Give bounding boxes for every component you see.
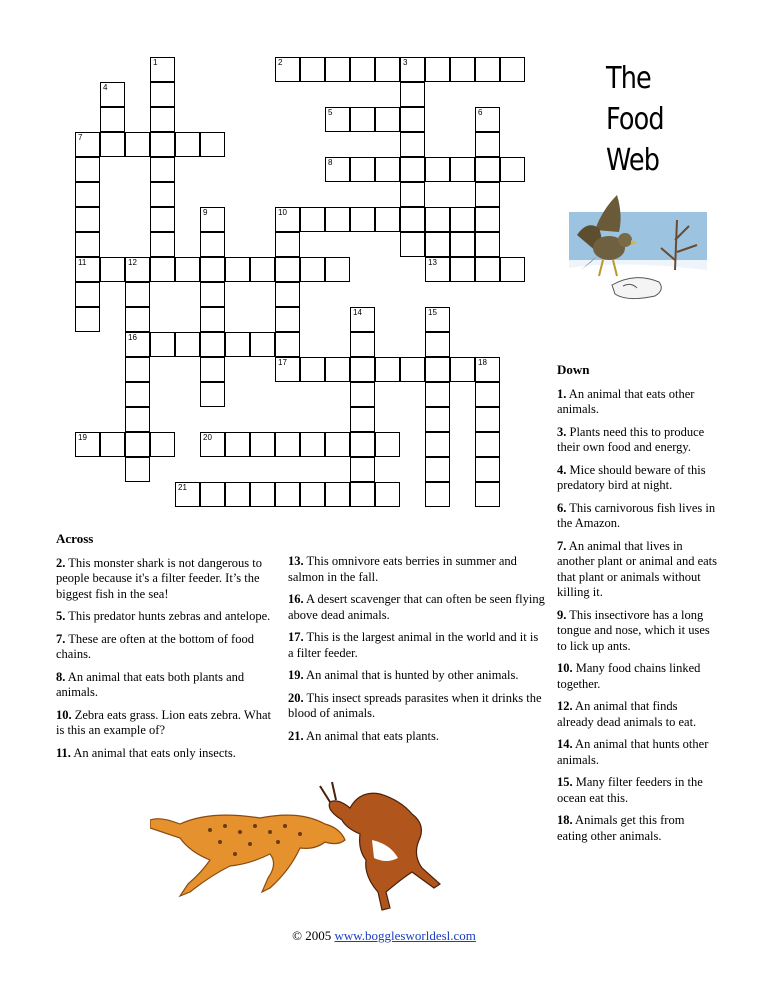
crossword-cell[interactable]: [75, 257, 100, 282]
crossword-cell[interactable]: [425, 382, 450, 407]
clue-number-label: 4.: [557, 462, 567, 477]
website-link[interactable]: www.bogglesworldesl.com: [334, 928, 476, 943]
crossword-cell[interactable]: [450, 257, 475, 282]
clue-item: [557, 775, 717, 806]
crossword-cell[interactable]: [350, 332, 375, 357]
crossword-cell[interactable]: [425, 307, 450, 332]
crossword-cell[interactable]: [425, 482, 450, 507]
crossword-cell[interactable]: [75, 307, 100, 332]
crossword-cell[interactable]: [400, 207, 425, 232]
crossword-cell[interactable]: [225, 482, 250, 507]
clue-item: [557, 501, 717, 532]
clue-number-label: 16.: [288, 592, 304, 606]
crossword-cell[interactable]: [425, 432, 450, 457]
crossword-cell[interactable]: [250, 332, 275, 357]
crossword-cell[interactable]: [200, 357, 225, 382]
clue-text: These are often at the bottom of food chains.: [56, 631, 254, 661]
crossword-cell[interactable]: [275, 257, 300, 282]
footer: [0, 928, 768, 944]
clue-number-label: 13.: [288, 554, 304, 568]
title-line-3: Web: [606, 143, 660, 178]
page-title: [606, 58, 686, 181]
crossword-cell[interactable]: [325, 157, 350, 182]
clue-item: [56, 632, 278, 663]
clue-number: 6: [478, 108, 483, 117]
clue-item: [557, 737, 717, 768]
clue-number-label: 19.: [288, 668, 304, 682]
clue-item: [288, 592, 545, 623]
crossword-cell[interactable]: [350, 307, 375, 332]
crossword-cell[interactable]: [200, 257, 225, 282]
clue-number-label: 12.: [557, 699, 573, 713]
clue-item: [56, 670, 278, 701]
clue-text: An animal that eats plants.: [303, 728, 440, 743]
crossword-cell[interactable]: [150, 182, 175, 207]
crossword-cell[interactable]: [425, 207, 450, 232]
crossword-cell[interactable]: [350, 382, 375, 407]
crossword-cell[interactable]: [250, 482, 275, 507]
crossword-cell[interactable]: [500, 157, 525, 182]
crossword-cell[interactable]: [250, 432, 275, 457]
crossword-cell[interactable]: [225, 257, 250, 282]
crossword-cell[interactable]: [500, 57, 525, 82]
clue-text: This insect spreads parasites when it drinks the blood of animals.: [288, 690, 542, 720]
crossword-cell[interactable]: [175, 332, 200, 357]
crossword-cell[interactable]: [225, 432, 250, 457]
clue-number-label: 9.: [557, 607, 567, 622]
crossword-cell[interactable]: [300, 207, 325, 232]
clue-number-label: 6.: [557, 500, 567, 515]
crossword-cell[interactable]: [450, 207, 475, 232]
crossword-cell[interactable]: [225, 332, 250, 357]
crossword-cell[interactable]: [400, 132, 425, 157]
crossword-cell[interactable]: [125, 132, 150, 157]
clue-number: 2: [278, 58, 283, 67]
clue-number: 18: [478, 358, 487, 367]
crossword-cell[interactable]: [325, 107, 350, 132]
clue-text: An animal that lives in another plant or animal and eats that plant or animals without killing it.: [557, 538, 718, 599]
crossword-cell[interactable]: [400, 182, 425, 207]
clue-item: [288, 668, 545, 684]
crossword-cell[interactable]: [400, 57, 425, 82]
crossword-cell[interactable]: [350, 357, 375, 382]
clue-text: An animal that finds already dead animals to eat.: [557, 699, 697, 729]
crossword-cell[interactable]: [200, 232, 225, 257]
crossword-cell[interactable]: [275, 282, 300, 307]
clue-item: [288, 554, 545, 585]
crossword-cell[interactable]: [475, 382, 500, 407]
down-clues-column: [557, 362, 717, 851]
crossword-cell[interactable]: [450, 57, 475, 82]
crossword-cell[interactable]: [375, 107, 400, 132]
clue-text: Zebra eats grass. Lion eats zebra. What is this an example of?: [56, 707, 271, 737]
crossword-cell[interactable]: [125, 257, 150, 282]
crossword-cell[interactable]: [475, 107, 500, 132]
crossword-cell[interactable]: [350, 107, 375, 132]
crossword-cell[interactable]: [100, 107, 125, 132]
crossword-cell[interactable]: [175, 132, 200, 157]
crossword-cell[interactable]: [475, 407, 500, 432]
crossword-cell[interactable]: [100, 432, 125, 457]
clue-number: 3: [403, 58, 408, 67]
crossword-cell[interactable]: [75, 232, 100, 257]
clue-number-label: 18.: [557, 813, 573, 827]
title-line-1: The: [606, 61, 651, 96]
crossword-cell[interactable]: [125, 282, 150, 307]
crossword-cell[interactable]: [425, 357, 450, 382]
crossword-cell[interactable]: [400, 157, 425, 182]
crossword-cell[interactable]: [325, 482, 350, 507]
clue-item: [288, 630, 545, 661]
crossword-cell[interactable]: [350, 207, 375, 232]
crossword-cell[interactable]: [425, 457, 450, 482]
crossword-cell[interactable]: [450, 232, 475, 257]
crossword-cell[interactable]: [475, 257, 500, 282]
crossword-cell[interactable]: [275, 57, 300, 82]
clue-number-label: 15.: [557, 775, 573, 789]
crossword-cell[interactable]: [125, 382, 150, 407]
crossword-cell[interactable]: [75, 182, 100, 207]
clue-item: [56, 708, 278, 739]
crossword-cell[interactable]: [150, 332, 175, 357]
eagle-illustration-icon: [557, 190, 707, 320]
clue-text: This monster shark is not dangerous to people because it's a filter feeder. It’s the biggest fish in the sea!: [56, 555, 262, 601]
crossword-cell[interactable]: [350, 407, 375, 432]
crossword-cell[interactable]: [475, 207, 500, 232]
crossword-cell[interactable]: [425, 257, 450, 282]
clue-number: 20: [203, 433, 212, 442]
crossword-cell[interactable]: [275, 207, 300, 232]
crossword-cell[interactable]: [375, 57, 400, 82]
crossword-cell[interactable]: [125, 407, 150, 432]
across-clues-column-2: [288, 554, 545, 751]
crossword-cell[interactable]: [100, 82, 125, 107]
crossword-cell[interactable]: [350, 432, 375, 457]
clue-number-label: 21.: [288, 728, 304, 743]
clue-number-label: 11.: [56, 745, 71, 760]
crossword-cell[interactable]: [125, 357, 150, 382]
clue-text: This insectivore has a long tongue and nose, which it uses to lick up ants.: [557, 607, 710, 653]
clue-number: 14: [353, 308, 362, 317]
crossword-cell[interactable]: [175, 257, 200, 282]
crossword-cell[interactable]: [400, 357, 425, 382]
clue-text: This carnivorous fish lives in the Amazon.: [557, 500, 716, 530]
clue-text: Mice should beware of this predatory bird at night.: [557, 462, 706, 492]
crossword-cell[interactable]: [100, 257, 125, 282]
clue-number: 19: [78, 433, 87, 442]
crossword-cell[interactable]: [150, 432, 175, 457]
crossword-cell[interactable]: [200, 282, 225, 307]
crossword-cell[interactable]: [200, 482, 225, 507]
crossword-cell[interactable]: [300, 432, 325, 457]
clue-number-label: 10.: [56, 707, 72, 722]
crossword-cell[interactable]: [200, 382, 225, 407]
clue-number: 7: [78, 133, 83, 142]
crossword-cell[interactable]: [125, 457, 150, 482]
clue-number-label: 3.: [557, 424, 567, 439]
clue-text: This omnivore eats berries in summer and salmon in the fall.: [288, 554, 517, 584]
clue-number-label: 7.: [557, 538, 567, 553]
clue-number: 16: [128, 333, 137, 342]
clue-number: 8: [328, 158, 333, 167]
crossword-cell[interactable]: [150, 107, 175, 132]
crossword-cell[interactable]: [350, 457, 375, 482]
crossword-cell[interactable]: [175, 482, 200, 507]
crossword-cell[interactable]: [450, 357, 475, 382]
clue-text: An animal that hunts other animals.: [557, 737, 709, 767]
crossword-cell[interactable]: [75, 282, 100, 307]
clue-item: [288, 691, 545, 722]
crossword-cell[interactable]: [150, 132, 175, 157]
clue-item: [288, 729, 545, 745]
crossword-cell[interactable]: [375, 157, 400, 182]
crossword-cell[interactable]: [475, 357, 500, 382]
clue-number: 21: [178, 483, 187, 492]
clue-number-label: 10.: [557, 661, 573, 675]
crossword-cell[interactable]: [275, 332, 300, 357]
crossword-cell[interactable]: [275, 357, 300, 382]
copyright-text: © 2005: [292, 928, 332, 943]
crossword-cell[interactable]: [475, 432, 500, 457]
crossword-cell[interactable]: [150, 82, 175, 107]
clue-number-label: 2.: [56, 555, 66, 570]
crossword-cell[interactable]: [425, 332, 450, 357]
clue-text: A desert scavenger that can often be seen flying above dead animals.: [288, 592, 545, 622]
crossword-cell[interactable]: [200, 132, 225, 157]
crossword-cell[interactable]: [275, 307, 300, 332]
crossword-cell[interactable]: [425, 157, 450, 182]
clue-number: 4: [103, 83, 108, 92]
clue-item: [56, 609, 278, 625]
clue-item: [557, 539, 717, 601]
crossword-cell[interactable]: [125, 307, 150, 332]
clue-text: An animal that eats only insects.: [70, 745, 236, 760]
crossword-cell[interactable]: [375, 432, 400, 457]
crossword-cell[interactable]: [475, 57, 500, 82]
clue-number: 13: [428, 258, 437, 267]
clue-text: Animals get this from eating other animals.: [557, 813, 685, 843]
clue-number: 10: [278, 208, 287, 217]
crossword-cell[interactable]: [150, 257, 175, 282]
clue-number: 12: [128, 258, 137, 267]
clue-number: 15: [428, 308, 437, 317]
crossword-cell[interactable]: [325, 432, 350, 457]
crossword-cell[interactable]: [200, 307, 225, 332]
clue-text: This predator hunts zebras and antelope.: [65, 609, 271, 623]
across-clues-column-1: [56, 531, 278, 768]
crossword-cell[interactable]: [375, 482, 400, 507]
crossword-cell[interactable]: [125, 332, 150, 357]
crossword-cell[interactable]: [200, 432, 225, 457]
clue-number: 17: [278, 358, 287, 367]
clue-number: 1: [153, 58, 158, 67]
down-heading: Down: [557, 362, 590, 377]
title-line-2: Food: [606, 102, 664, 137]
crossword-cell[interactable]: [350, 482, 375, 507]
crossword-cell[interactable]: [475, 182, 500, 207]
across-heading: Across: [56, 531, 94, 546]
crossword-grid: [0, 0, 560, 520]
clue-item: [557, 661, 717, 692]
crossword-cell[interactable]: [75, 207, 100, 232]
cheetah-antelope-illustration-icon: [150, 780, 460, 920]
clue-number-label: 8.: [56, 669, 66, 684]
crossword-cell[interactable]: [75, 157, 100, 182]
crossword-cell[interactable]: [475, 132, 500, 157]
clue-number-label: 1.: [557, 386, 567, 401]
crossword-cell[interactable]: [75, 132, 100, 157]
clue-text: An animal that is hunted by other animals.: [303, 668, 519, 682]
clue-text: An animal that eats other animals.: [557, 386, 695, 416]
clue-item: [557, 699, 717, 730]
crossword-cell[interactable]: [475, 232, 500, 257]
crossword-cell[interactable]: [300, 357, 325, 382]
clue-item: [557, 813, 717, 844]
crossword-cell[interactable]: [325, 357, 350, 382]
crossword-cell[interactable]: [150, 232, 175, 257]
clue-number-label: 14.: [557, 737, 573, 751]
crossword-cell[interactable]: [475, 457, 500, 482]
crossword-cell[interactable]: [300, 257, 325, 282]
clue-item: [557, 425, 717, 456]
crossword-cell[interactable]: [325, 57, 350, 82]
clue-text: Many filter feeders in the ocean eat this.: [557, 775, 703, 805]
clue-item: [557, 608, 717, 655]
crossword-cell[interactable]: [450, 157, 475, 182]
crossword-cell[interactable]: [425, 57, 450, 82]
crossword-cell[interactable]: [500, 257, 525, 282]
crossword-cell[interactable]: [275, 432, 300, 457]
crossword-cell[interactable]: [150, 207, 175, 232]
crossword-cell[interactable]: [350, 157, 375, 182]
crossword-cell[interactable]: [425, 232, 450, 257]
crossword-cell[interactable]: [200, 207, 225, 232]
crossword-cell[interactable]: [400, 82, 425, 107]
crossword-cell[interactable]: [475, 482, 500, 507]
crossword-cell[interactable]: [250, 257, 275, 282]
clue-item: [56, 746, 278, 762]
clue-text: Many food chains linked together.: [557, 661, 701, 691]
clue-number: 9: [203, 208, 208, 217]
crossword-cell[interactable]: [375, 207, 400, 232]
crossword-cell[interactable]: [325, 207, 350, 232]
crossword-cell[interactable]: [300, 57, 325, 82]
crossword-cell[interactable]: [350, 57, 375, 82]
crossword-cell[interactable]: [275, 482, 300, 507]
crossword-cell[interactable]: [275, 232, 300, 257]
crossword-cell[interactable]: [325, 257, 350, 282]
crossword-cell[interactable]: [425, 407, 450, 432]
crossword-cell[interactable]: [75, 432, 100, 457]
clue-number-label: 5.: [56, 609, 66, 623]
clue-item: [557, 463, 717, 494]
crossword-cell[interactable]: [375, 357, 400, 382]
crossword-cell[interactable]: [150, 157, 175, 182]
clue-number: 11: [78, 258, 87, 267]
crossword-cell[interactable]: [300, 482, 325, 507]
clue-text: An animal that eats both plants and animals.: [56, 669, 245, 699]
crossword-cell[interactable]: [475, 157, 500, 182]
crossword-cell[interactable]: [125, 432, 150, 457]
clue-number: 5: [328, 108, 333, 117]
clue-text: Plants need this to produce their own food and energy.: [557, 424, 705, 454]
clue-number-label: 20.: [288, 690, 304, 705]
clue-item: [56, 556, 278, 603]
clue-item: [557, 387, 717, 418]
clue-number-label: 17.: [288, 630, 304, 644]
clue-text: This is the largest animal in the world and it is a filter feeder.: [288, 630, 539, 660]
crossword-cell[interactable]: [400, 232, 425, 257]
crossword-cell[interactable]: [400, 107, 425, 132]
clue-number-label: 7.: [56, 631, 66, 646]
crossword-cell[interactable]: [200, 332, 225, 357]
crossword-cell[interactable]: [100, 132, 125, 157]
crossword-cell[interactable]: [150, 57, 175, 82]
